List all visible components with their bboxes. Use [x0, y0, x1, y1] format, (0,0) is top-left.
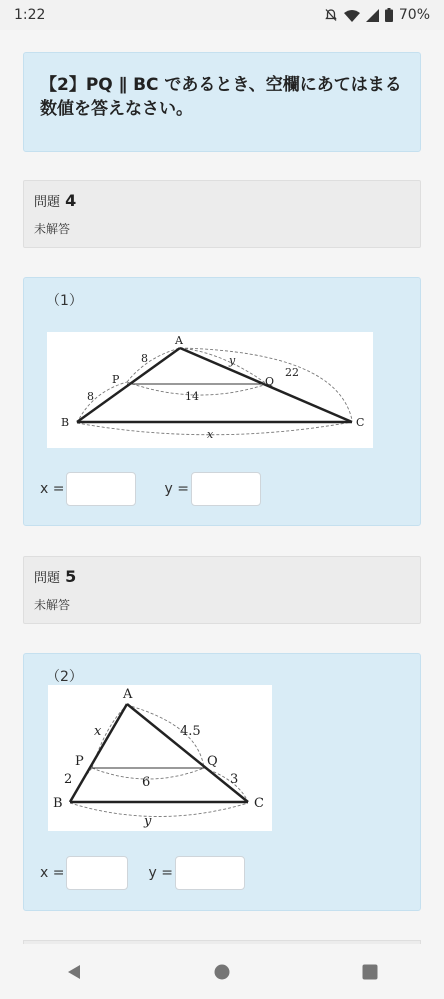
vertex-p: P	[75, 754, 84, 769]
instruction-card	[23, 52, 421, 152]
label-ac: 22	[285, 366, 299, 379]
answer-row-5	[40, 856, 273, 890]
battery-percent: 70%	[398, 7, 430, 23]
answer-label-y: y =	[148, 865, 173, 881]
answer-row-4	[40, 472, 289, 506]
answer-input-x[interactable]	[66, 472, 136, 506]
triangle-figure-2	[48, 685, 272, 831]
question-label: 問題	[34, 195, 61, 210]
label-aq: 4.5	[180, 724, 201, 739]
vertex-b: B	[53, 796, 63, 811]
question-card-5	[23, 653, 421, 911]
question-header-5	[23, 556, 421, 624]
label-ap: 8	[141, 352, 148, 365]
vertex-c: C	[356, 416, 365, 429]
question-label: 問題	[34, 571, 61, 586]
status-time: 1:22	[14, 7, 46, 23]
vertex-q: Q	[207, 754, 218, 769]
navigation-bar	[0, 944, 444, 999]
label-bc: y	[144, 814, 152, 829]
wifi-icon	[344, 9, 360, 22]
status-bar	[0, 0, 444, 30]
silent-bell-icon	[324, 8, 338, 22]
battery-icon	[385, 8, 393, 22]
vertex-c: C	[254, 796, 264, 811]
label-bc: x	[207, 428, 214, 441]
label-pb: 2	[64, 772, 73, 787]
recents-square-icon	[362, 964, 378, 980]
label-pb: 8	[87, 390, 94, 403]
answer-label-x: x =	[40, 481, 65, 497]
label-pq: 6	[142, 775, 151, 790]
label-ap: x	[94, 724, 102, 739]
answer-label-y: y =	[164, 481, 189, 497]
label-pq: 14	[185, 390, 199, 403]
vertex-p: P	[112, 373, 120, 386]
home-button[interactable]	[192, 944, 252, 999]
question-header-4	[23, 180, 421, 248]
recents-button[interactable]	[340, 944, 400, 999]
back-triangle-icon	[66, 964, 82, 980]
sub-question-number: （2）	[46, 669, 83, 685]
answer-input-y[interactable]	[191, 472, 261, 506]
home-circle-icon	[214, 964, 230, 980]
vertex-a: A	[123, 687, 133, 702]
instruction-text: 【2】PQ ∥ BC であるとき、空欄にあてはまる数値を答えなさい。	[40, 75, 402, 119]
vertex-b: B	[61, 416, 70, 429]
question-status: 未解答	[34, 598, 71, 612]
signal-icon	[366, 9, 379, 22]
answer-input-y[interactable]	[175, 856, 245, 890]
question-card-4	[23, 277, 421, 526]
status-icons	[324, 7, 430, 23]
vertex-a: A	[175, 334, 183, 347]
triangle-figure-1	[47, 332, 373, 448]
answer-label-x: x =	[40, 865, 65, 881]
question-number: 4	[65, 191, 77, 210]
vertex-q: Q	[265, 375, 275, 388]
question-status: 未解答	[34, 222, 71, 236]
label-qc: 3	[230, 772, 239, 787]
answer-input-x[interactable]	[66, 856, 128, 890]
sub-question-number: （1）	[46, 293, 83, 309]
back-button[interactable]	[44, 944, 104, 999]
label-aq: y	[229, 354, 236, 367]
question-number: 5	[65, 567, 77, 586]
